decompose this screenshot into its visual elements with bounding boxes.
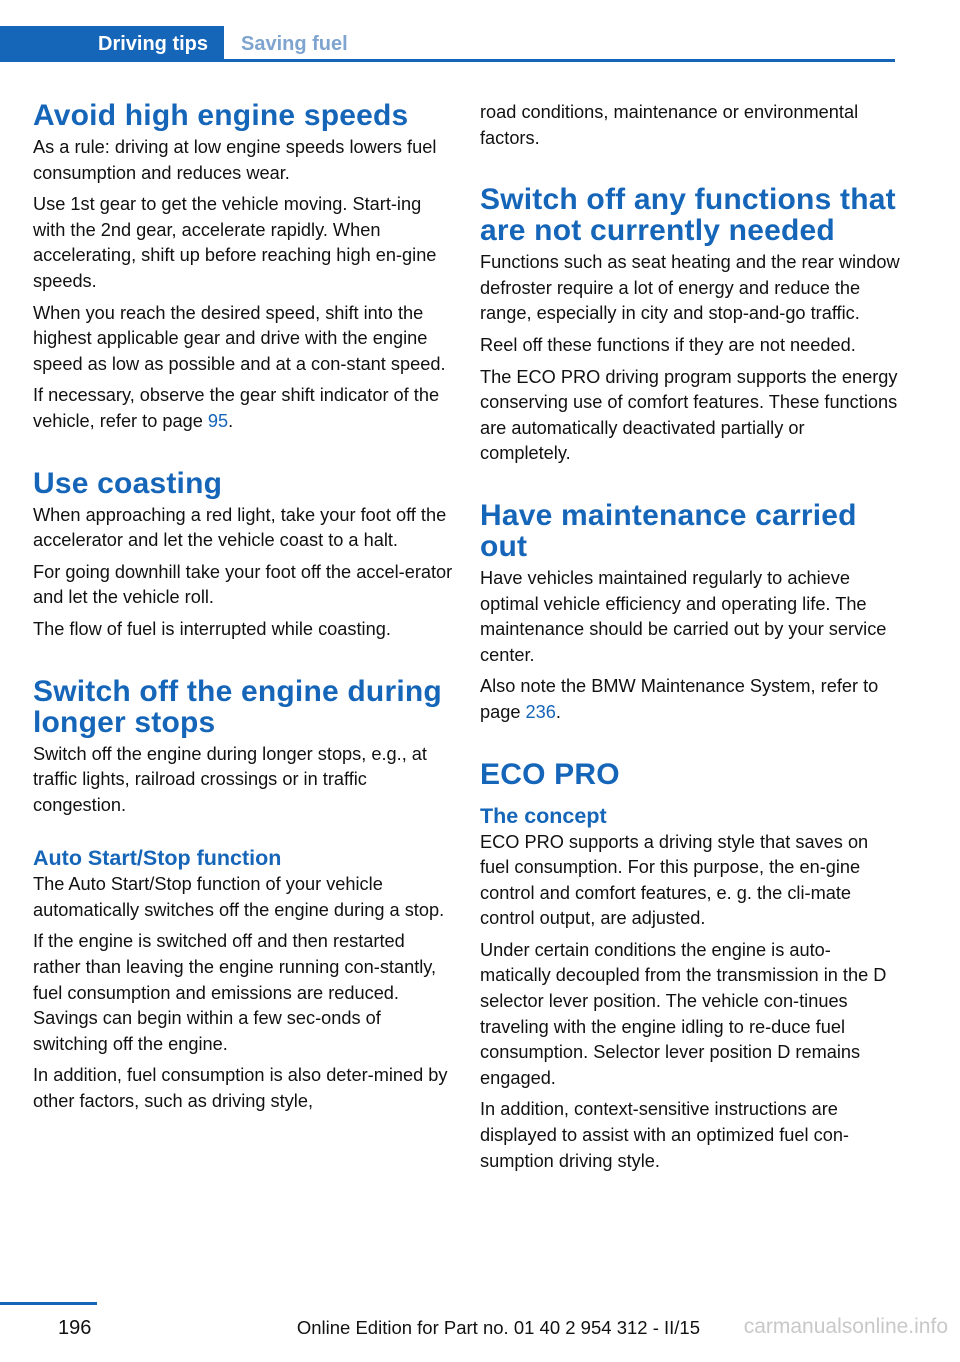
- paragraph: Functions such as seat heating and the rear window defroster require a lot of energy and reduce the range, especially in city and stop-and-go traffic.: [480, 252, 900, 324]
- page-number: 196: [58, 1317, 92, 1339]
- tab-saving-fuel[interactable]: [241, 26, 348, 62]
- edition-text: Online Edition for Part no. 01 40 2 954 312 - II/15: [296, 1317, 700, 1338]
- heading-use-coasting: Use coasting: [33, 466, 223, 500]
- subheading-the-concept: The concept: [480, 803, 607, 828]
- paragraph: For going downhill take your foot off the accel‐erator and let the vehicle roll.: [33, 561, 453, 608]
- tab-saving-fuel-label: Saving fuel: [241, 33, 348, 55]
- header-tabbar: [0, 26, 895, 62]
- paragraph: When approaching a red light, take your foot off the accelerator and let the vehicle coast to a halt.: [33, 504, 447, 551]
- page-link-95[interactable]: 95: [207, 410, 229, 431]
- paragraph: Under certain conditions the engine is auto‐matically decoupled from the transmission in the D selector lever position. The vehicle con‐tinues traveling with the engine idling to re‐duce fuel consumption. Selector lever position D remains engaged.: [480, 939, 887, 1088]
- paragraph: When you reach the desired speed, shift into the highest applicable gear and drive with the engine speed as low as possible and at a con‐stant speed.: [33, 302, 446, 374]
- heading-switch-off-functions: Switch off any functions that are not currently needed: [480, 183, 896, 248]
- heading-have-maintenance: Have maintenance carried out: [480, 498, 857, 563]
- paragraph-gear-shift-ref: [33, 383, 453, 434]
- tab-driving-tips-label: Driving tips: [98, 33, 209, 55]
- paragraph: ECO PRO supports a driving style that saves on fuel consumption. For this purpose, the en‐gine control and comfort features, e. g. the cli‐mate control output, are adjusted.: [480, 831, 869, 929]
- left-column: [33, 100, 453, 1115]
- paragraph: The Auto Start/Stop function of your vehicle automatically switches off the engine during a stop.: [33, 874, 445, 920]
- paragraph: In addition, context-sensitive instructions are displayed to assist with an optimized fuel con‐sumption driving style.: [480, 1099, 849, 1171]
- tab-driving-tips[interactable]: [0, 26, 224, 62]
- text: If necessary, observe the gear shift indicator of the vehicle, refer to page: [33, 385, 440, 431]
- watermark: carmanualsonline.info: [743, 1315, 948, 1338]
- paragraph: In addition, fuel consumption is also deter‐mined by other factors, such as driving style,: [33, 1065, 448, 1112]
- heading-avoid-high-engine-speeds: Avoid high engine speeds: [33, 99, 409, 132]
- paragraph: road conditions, maintenance or environmental factors.: [480, 102, 859, 148]
- text: .: [555, 701, 561, 722]
- subheading-auto-start-stop: Auto Start/Stop function: [33, 846, 282, 871]
- heading-eco-pro: ECO PRO: [480, 757, 620, 791]
- paragraph: Reel off these functions if they are not needed.: [480, 334, 856, 355]
- text: .: [228, 410, 234, 431]
- heading-switch-off-engine: Switch off the engine during longer stops: [33, 674, 442, 739]
- paragraph-maintenance-ref: [480, 674, 900, 725]
- paragraph: If the engine is switched off and then restarted rather than leaving the engine running con‐stantly, fuel consumption and emissions are reduced. Savings can begin within a few sec‐onds of switching off the engine.: [33, 931, 437, 1054]
- paragraph: Use 1st gear to get the vehicle moving. Start‐ing with the 2nd gear, accelerate rapidly. When accelerating, shift up before reaching high en‐gine speeds.: [33, 194, 437, 291]
- page-link-236[interactable]: 236: [525, 701, 556, 722]
- header-rule: [224, 59, 895, 62]
- paragraph: As a rule: driving at low engine speeds lowers fuel consumption and reduces wear.: [33, 137, 437, 183]
- paragraph: Switch off the engine during longer stops, e.g., at traffic lights, railroad crossings or in traffic congestion.: [33, 743, 427, 815]
- text: Also note the BMW Maintenance System, refer to page: [480, 676, 879, 722]
- right-column: [480, 100, 900, 1174]
- paragraph: The ECO PRO driving program supports the energy conserving use of comfort features. These functions are automatically deactivated partially or completely.: [480, 366, 898, 464]
- paragraph: Have vehicles maintained regularly to achieve optimal vehicle efficiency and operating life. The maintenance should be carried out by your service center.: [480, 567, 887, 665]
- footer-rule: [0, 1302, 97, 1305]
- paragraph: The flow of fuel is interrupted while coasting.: [33, 618, 391, 639]
